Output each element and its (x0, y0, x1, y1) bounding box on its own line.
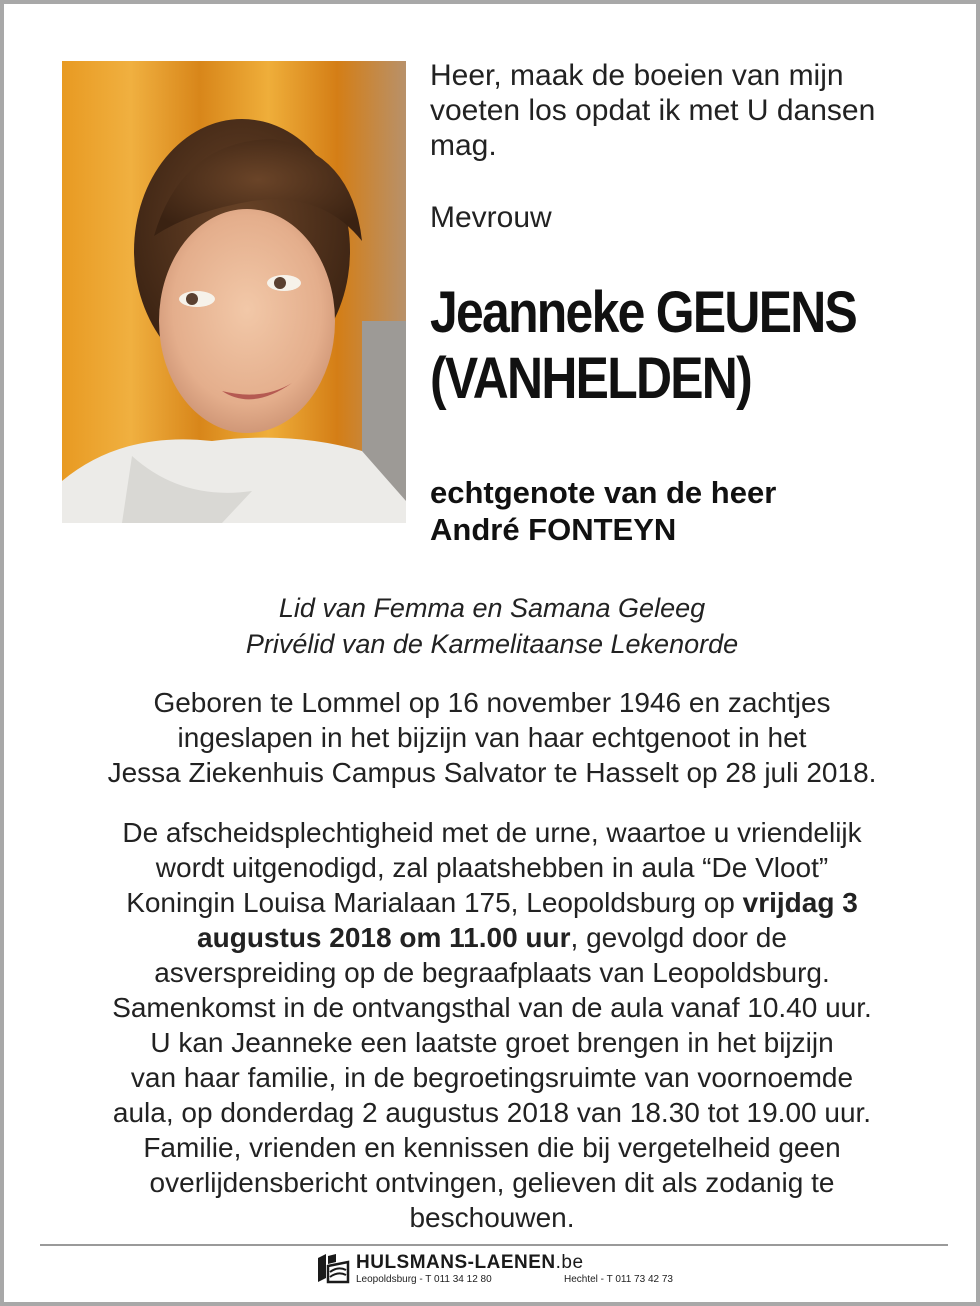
ceremony-line: U kan Jeanneke een laatste groet brengen in het bijzijn (150, 1027, 834, 1058)
ceremony-text: , gevolgd door de (570, 922, 787, 953)
ceremony-text: Koningin Louisa Marialaan 175, Leopoldsburg op (126, 887, 743, 918)
footer-divider (40, 1244, 948, 1246)
verse (430, 58, 950, 163)
birth-line: Jessa Ziekenhuis Campus Salvator te Hasselt op 28 juli 2018. (107, 757, 877, 788)
memberships (4, 590, 980, 662)
ceremony-line: beschouwen. (409, 1202, 575, 1233)
ceremony-line: Familie, vrienden en kennissen die bij vergetelheid geen (143, 1132, 841, 1163)
ceremony-line: overlijdensbericht ontvingen, gelieven dit als zodanig te (149, 1167, 835, 1198)
membership-line: Lid van Femma en Samana Geleeg (278, 593, 706, 623)
ceremony-line: Samenkomst in de ontvangsthal van de aula vanaf 10.40 uur. (112, 992, 872, 1023)
deceased-name (430, 280, 894, 412)
portrait-photo (62, 61, 406, 523)
ceremony-line: van haar familie, in de begroetingsruimte van voornoemde (130, 1062, 854, 1093)
birth-death-details (24, 685, 960, 790)
ceremony-line (24, 920, 960, 955)
portrait-image (62, 61, 406, 523)
ceremony-line: aula, op donderdag 2 augustus 2018 van 18.30 tot 19.00 uur. (112, 1097, 872, 1128)
ceremony-line: asverspreiding op de begraafplaats van Leopoldsburg. (154, 957, 830, 988)
contact-hechtel: Hechtel - T 011 73 42 73 (564, 1274, 673, 1285)
deceased-name-line: Jeanneke GEUENS (430, 280, 857, 345)
funeral-home-brand (356, 1252, 584, 1274)
membership-line: Privélid van de Karmelitaanse Lekenorde (245, 629, 739, 659)
ceremony-time-bold: augustus 2018 om 11.00 uur (197, 922, 571, 953)
verse-line: voeten los opdat ik met U dansen (430, 94, 876, 127)
verse-line: mag. (430, 129, 497, 162)
verse-line: Heer, maak de boeien van mijn (430, 59, 844, 92)
funeral-home-logo-icon (316, 1252, 350, 1284)
spouse-info (430, 474, 950, 548)
deceased-maiden-name: (VANHELDEN) (430, 346, 751, 411)
ceremony-details (24, 815, 960, 1235)
ceremony-line: De afscheidsplechtigheid met de urne, waartoe u vriendelijk (122, 817, 862, 848)
spouse-relation: echtgenote van de heer (430, 475, 777, 510)
brand-name: HULSMANS-LAENEN (356, 1252, 556, 1273)
ceremony-line (24, 885, 960, 920)
honorific: Mevrouw (430, 201, 552, 234)
birth-line: Geboren te Lommel op 16 november 1946 en zachtjes (153, 687, 831, 718)
ceremony-date-bold: vrijdag 3 (742, 887, 858, 918)
brand-domain: .be (555, 1252, 584, 1273)
spouse-name: André FONTEYN (430, 512, 677, 547)
birth-line: ingeslapen in het bijzijn van haar echtgenoot in het (177, 722, 807, 753)
contact-leopoldsburg: Leopoldsburg - T 011 34 12 80 (356, 1274, 492, 1285)
ceremony-line: wordt uitgenodigd, zal plaatshebben in aula “De Vloot” (155, 852, 829, 883)
